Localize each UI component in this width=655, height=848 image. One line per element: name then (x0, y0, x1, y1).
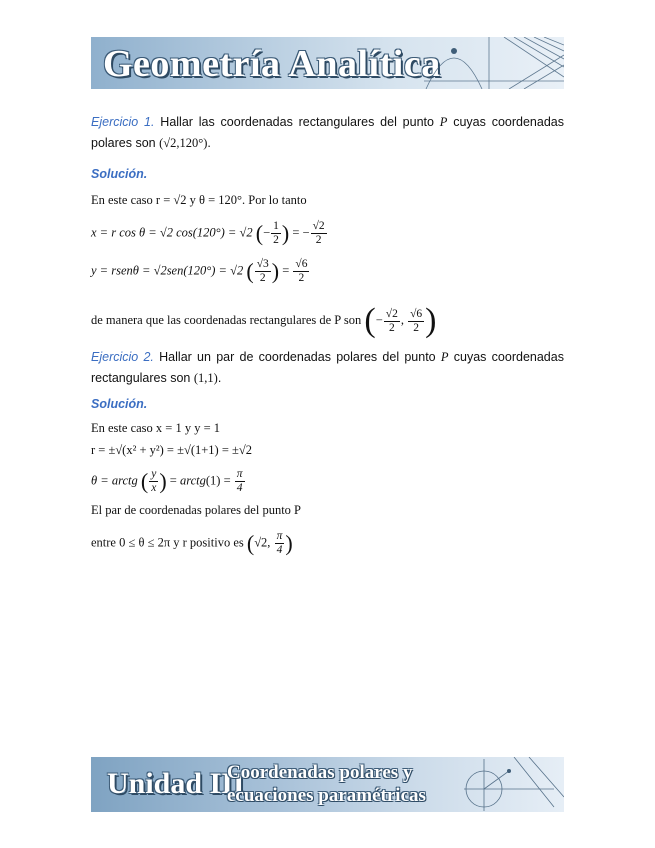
exercise-2-given: En este caso x = 1 y y = 1 (91, 421, 221, 435)
fraction-pi-over-4: $\frac{\pi}{4}$ (236, 468, 243, 494)
exercise-2-range: entre 0 ≤ θ ≤ 2π y r positivo es (√2, $\frac{\pi}{4}$ ) (91, 530, 293, 556)
exercise-2-text: Hallar un par de coordenadas polares del punto (159, 350, 436, 364)
fraction-one-half: $\frac{1}{2}$ (273, 220, 279, 246)
exercise-1-eq-x: x = r cos θ = √2 cos(120°) = √2 (− $\frac{1}{2}$ ) = − $\frac{√2}{2}$ (91, 220, 325, 246)
exercise-2-statement: Ejercicio 2. Hallar un par de coordenadas polares del punto P cuyas coordenadas rectangulares son (1,1). (91, 350, 564, 385)
exercise-2-pair-text: El par de coordenadas polares del punto P (91, 503, 302, 517)
exercise-1-conclusion: de manera que las coordenadas rectangulares de P son (− $\frac{√2}{2}$ , $\frac{√6}{2}$ ) (91, 302, 437, 339)
conclusion-text: de manera que las coordenadas rectangulares de P son (91, 312, 362, 327)
exercise-2-point: P (440, 350, 449, 364)
exercise-1-eq-y: y = rsenθ = √2sen(120°) = √2 ( $\frac{√3}{2}$ ) = $\frac{√6}{2}$ (91, 258, 308, 284)
exercise-1-label: Ejercicio 1. (91, 115, 155, 129)
fraction-y-over-x: $\frac{y}{x}$ (151, 468, 157, 494)
fraction-sqrt6-over-2-b: $\frac{√6}{2}$ (410, 307, 423, 334)
fraction-sqrt3-over-2: $\frac{√3}{2}$ (256, 258, 269, 284)
exercise-1-coords: (√2,120°) (159, 136, 208, 150)
parabola-graph-art (414, 37, 564, 89)
exercise-1-given: En este caso r = √2 y θ = 120°. Por lo tanto (91, 193, 307, 207)
fraction-sqrt6-over-2: $\frac{√6}{2}$ (295, 258, 308, 284)
exercise-2-text-after: cuyas coordenadas rectangulares son (91, 350, 564, 385)
unit-subtitle-line1: Coordenadas polares y (227, 762, 413, 783)
polar-axes-art (454, 757, 564, 812)
exercise-1-statement: Ejercicio 1. Hallar las coordenadas rectangulares del punto P cuyas coordenadas polares son (√2,120°). (91, 115, 564, 150)
exercise-1-solution-label: Solución. (91, 167, 148, 181)
eq-theta-text: θ = arctg (91, 473, 138, 488)
fraction-sqrt2-over-2: $\frac{√2}{2}$ (312, 220, 325, 246)
footer-banner (91, 757, 564, 812)
polar-point (507, 769, 511, 773)
range-text: entre 0 ≤ θ ≤ 2π y r positivo es (91, 535, 244, 550)
exercise-1-text: Hallar las coordenadas rectangulares del punto (160, 115, 434, 129)
exercise-2-eq-theta: θ = arctg ( $\frac{y}{x}$ ) = arctg(1) = $\frac{\pi}{4}$ (91, 468, 243, 494)
exercise-2-solution-label: Solución. (91, 397, 148, 411)
unit-subtitle-line2: ecuaciones paramétricas (227, 785, 426, 806)
exercise-1-point: P (439, 115, 448, 129)
exercise-2-label: Ejercicio 2. (91, 350, 154, 364)
exercise-2-coords: (1,1) (193, 371, 218, 385)
fraction-sqrt2-over-2-b: $\frac{√2}{2}$ (385, 307, 398, 334)
exercise-2-eq-r: r = ±√(x² + y²) = ±√(1+1) = ±√2 (91, 443, 252, 457)
fraction-pi-over-4-b: $\frac{\pi}{4}$ (276, 530, 283, 556)
eq-y-text: y = rsenθ = √2sen(120°) = √2 (91, 263, 244, 278)
unit-label: Unidad III (107, 767, 245, 800)
banner-title: Geometría Analítica (103, 43, 441, 85)
eq-x-text: x = r cos θ = √2 cos(120°) = √2 (91, 225, 253, 240)
vertex-point (451, 48, 457, 54)
exercise-1-text-after: cuyas coordenadas polares son (91, 115, 564, 150)
header-banner (91, 37, 564, 89)
